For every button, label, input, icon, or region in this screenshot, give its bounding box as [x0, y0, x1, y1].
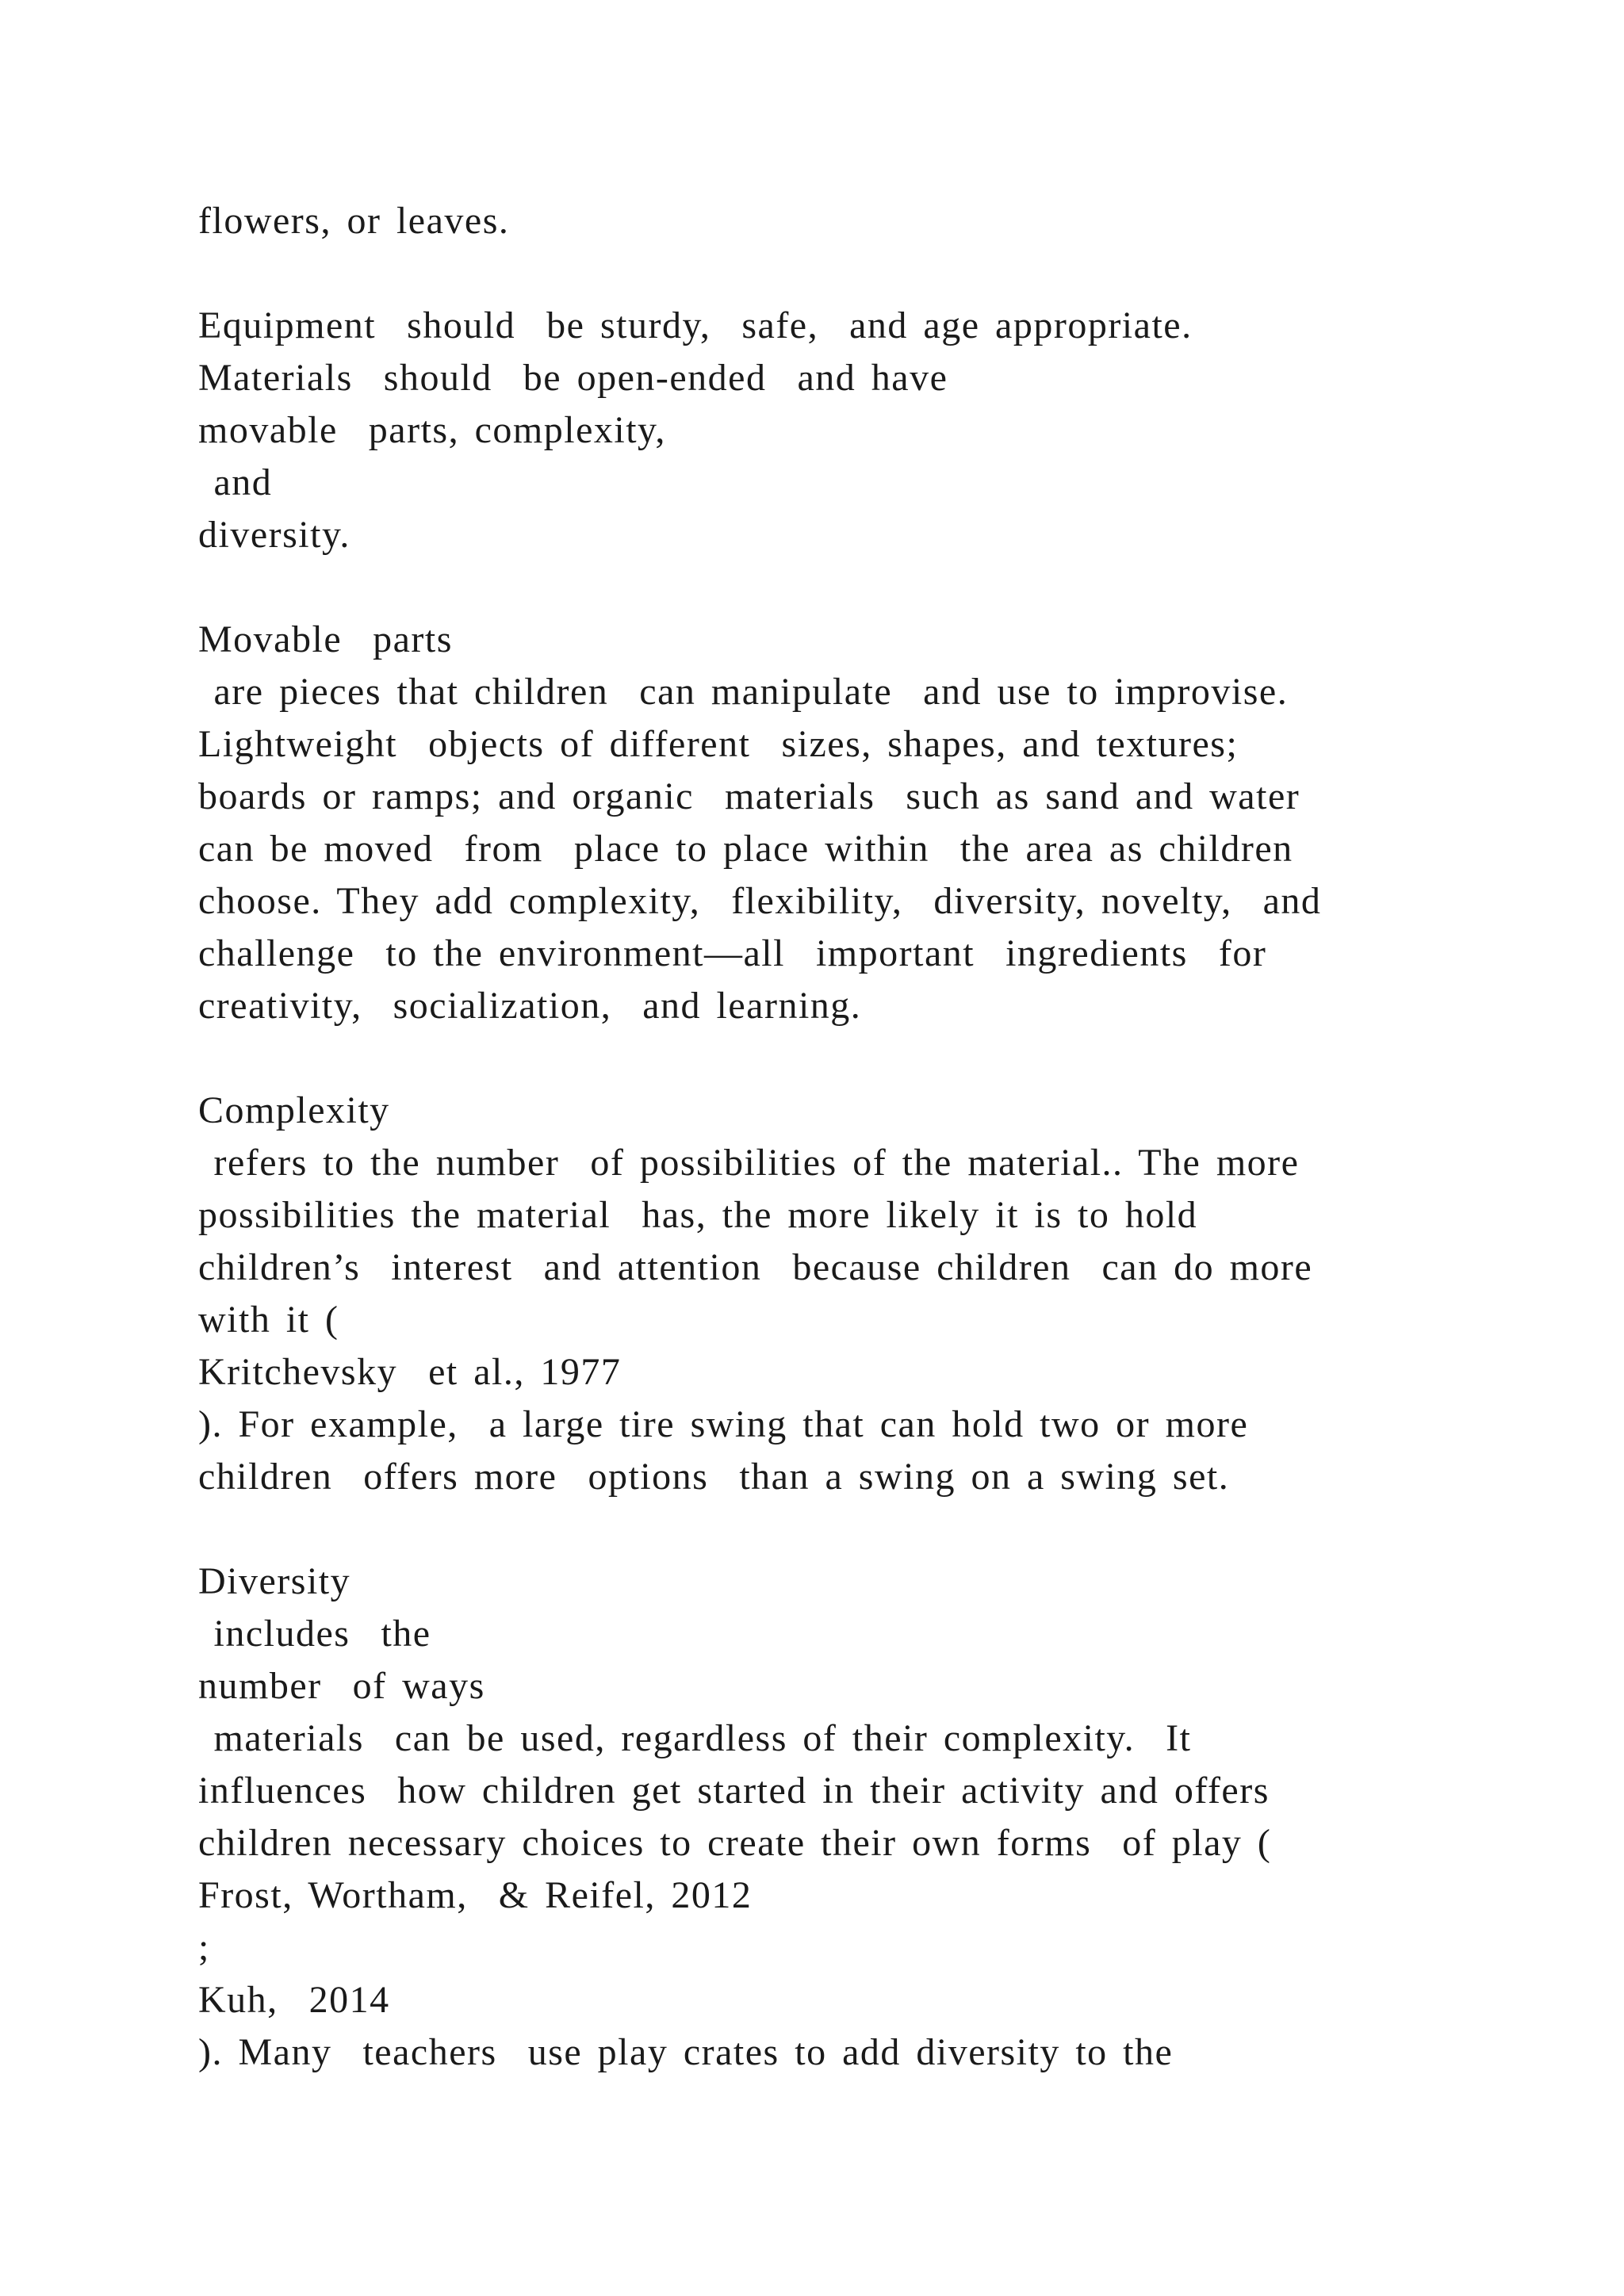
text-line: children necessary choices to create their own forms of play (	[198, 1822, 1272, 1864]
text-line: ). Many teachers use play crates to add diversity to the	[198, 2031, 1174, 2073]
text-line: Movable parts	[198, 618, 453, 660]
text-line: ). For example, a large tire swing that can hold two or more	[198, 1403, 1249, 1445]
text-line: challenge to the environment—all important ingredients for	[198, 932, 1267, 974]
text-line: flowers, or leaves.	[198, 200, 510, 242]
text-line: children offers more options than a swing on a swing set.	[198, 1456, 1230, 1498]
text-line: ;	[198, 1927, 210, 1969]
text-line: Materials should be open-ended and have	[198, 357, 948, 399]
text-line: Frost, Wortham, & Reifel, 2012	[198, 1874, 753, 1916]
text-line: movable parts, complexity,	[198, 409, 666, 451]
text-line: refers to the number of possibilities of the material.. The more	[198, 1142, 1300, 1184]
text-line: are pieces that children can manipulate and use to improvise.	[198, 671, 1289, 713]
body-text	[198, 195, 1546, 2079]
text-line: children’s interest and attention because children can do more	[198, 1246, 1313, 1288]
text-line: Lightweight objects of different sizes, shapes, and textures;	[198, 723, 1239, 765]
blank-line	[198, 1503, 1546, 1556]
text-line: can be moved from place to place within the area as children	[198, 828, 1293, 870]
text-line: Equipment should be sturdy, safe, and age appropriate.	[198, 304, 1193, 346]
text-line: number of ways	[198, 1665, 485, 1707]
text-line: materials can be used, regardless of their complexity. It	[198, 1717, 1192, 1759]
text-line: with it (	[198, 1299, 339, 1341]
text-line: and	[198, 461, 273, 503]
blank-line	[198, 561, 1546, 614]
text-line: Diversity	[198, 1560, 351, 1602]
text-line: influences how children get started in their activity and offers	[198, 1770, 1270, 1812]
text-line: Kuh, 2014	[198, 1979, 390, 2021]
text-line: choose. They add complexity, flexibility, diversity, novelty, and	[198, 880, 1322, 922]
text-line: includes the	[198, 1613, 431, 1655]
blank-line	[198, 247, 1546, 300]
blank-line	[198, 1032, 1546, 1085]
text-line: creativity, socialization, and learning.	[198, 985, 862, 1027]
text-line: possibilities the material has, the more likely it is to hold	[198, 1194, 1198, 1236]
text-line: Complexity	[198, 1089, 390, 1131]
text-line: boards or ramps; and organic materials such as sand and water	[198, 775, 1300, 817]
text-line: Kritchevsky et al., 1977	[198, 1351, 622, 1393]
text-line: diversity.	[198, 514, 350, 556]
